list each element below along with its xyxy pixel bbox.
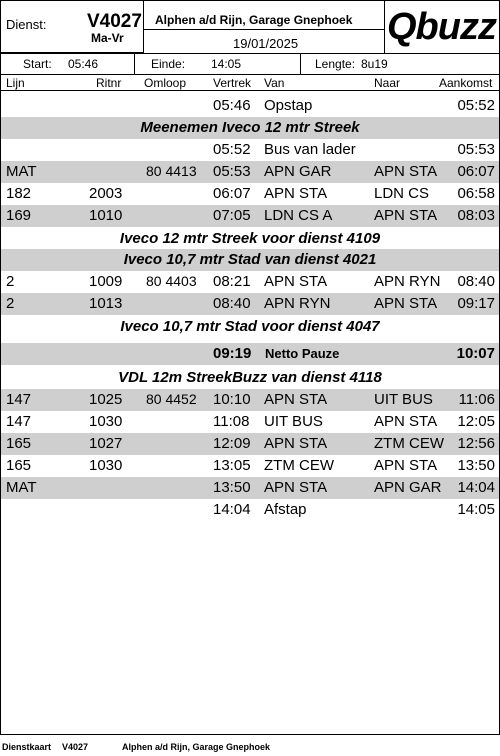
footer-doc-label: Dienstkaart [2,742,52,752]
cell-lijn: 165 [6,435,32,452]
start-divider [134,53,135,74]
cell-ritnr: 1013 [89,295,123,312]
start-label: Start: [23,57,52,71]
cell-aankomst: 08:03 [457,207,495,224]
table-row [1,183,499,205]
section-row: Iveco 10,7 mtr Stad van dienst 4021 [1,249,499,271]
cell-van: APN STA [264,185,328,202]
cell-van: APN STA [264,435,328,452]
cell-lijn: MAT [6,479,37,496]
lengte-value: 8u19 [361,57,388,71]
cell-ritnr: 1009 [89,273,123,290]
cell-vertrek: 08:21 [213,273,251,290]
cell-omloop: 80 4452 [146,391,197,407]
section-row: Meenemen Iveco 12 mtr Streek [1,117,499,139]
einde-label: Einde: [151,57,186,71]
footer-location: Alphen a/d Rijn, Garage Gnephoek [122,742,271,752]
cell-naar: APN STA [374,207,438,224]
cell-naar: APN GAR [374,479,442,496]
table-row [1,271,499,293]
cell-naar: APN STA [374,163,438,180]
cell-naar: APN RYN [374,273,441,290]
cell-van: APN GAR [264,163,332,180]
col-vertrek: Vertrek [213,76,252,90]
footer-dienst: V4027 [62,742,89,752]
cell-naar: APN STA [374,413,438,430]
table-row [1,139,499,161]
cell-aankomst: 14:04 [457,479,495,496]
cell-van: Opstap [264,97,313,114]
cell-vertrek: 13:05 [213,457,251,474]
qbuzz-logo: Qbuzz [387,6,496,48]
cell-omloop: 80 4403 [146,273,197,289]
cell-aankomst: 13:50 [457,457,495,474]
table-row [1,455,499,477]
cell-vertrek: 05:53 [213,163,251,180]
cell-aankomst: 05:52 [457,97,495,114]
cell-vertrek: 06:07 [213,185,251,202]
cell-vertrek: 09:19 [213,345,252,362]
cell-van: Bus van lader [264,141,356,158]
cell-vertrek: 08:40 [213,295,251,312]
cell-aankomst: 10:07 [456,345,495,362]
table-row [1,499,499,521]
col-aankomst: Aankomst [439,76,493,90]
cell-van: Afstap [264,501,307,518]
pause-label: Netto Pauze [265,346,340,361]
col-lijn: Lijn [6,76,25,90]
cell-ritnr: 1010 [89,207,123,224]
cell-vertrek: 05:52 [213,141,251,158]
cell-aankomst: 12:05 [457,413,495,430]
cell-aankomst: 14:05 [457,501,495,518]
cell-van: APN STA [264,273,328,290]
col-ritnr: Ritnr [96,76,122,90]
cell-aankomst: 12:56 [457,435,495,452]
cell-vertrek: 11:08 [213,413,250,430]
cell-aankomst: 08:40 [457,273,495,290]
pause-row [1,343,499,365]
cell-ritnr: 1030 [89,457,123,474]
cell-vertrek: 07:05 [213,207,251,224]
cell-lijn: 2 [6,273,15,290]
cell-ritnr: 1030 [89,413,123,430]
cell-van: APN STA [264,479,328,496]
cell-van: APN STA [264,391,328,408]
cell-aankomst: 09:17 [457,295,495,312]
column-header [1,74,499,91]
table-row [1,477,499,499]
cell-naar: UIT BUS [374,391,433,408]
cell-aankomst: 11:06 [458,391,495,408]
cell-naar: LDN CS [374,185,430,202]
service-date: 19/01/2025 [233,36,299,51]
cell-van: UIT BUS [264,413,323,430]
cell-lijn: MAT [6,163,37,180]
cell-aankomst: 05:53 [457,141,495,158]
table-row [1,293,499,315]
dienst-code: V4027 [87,11,142,32]
cell-aankomst: 06:07 [457,163,495,180]
einde-value: 14:05 [211,57,242,71]
garage-name: Alphen a/d Rijn, Garage Gnephoek [155,13,353,27]
header-divider [1,53,499,54]
cell-lijn: 147 [6,413,32,430]
cell-vertrek: 10:10 [213,391,251,408]
table-row [1,433,499,455]
cell-van: APN RYN [264,295,331,312]
cell-van: ZTM CEW [264,457,334,474]
cell-lijn: 169 [6,207,32,224]
cell-lijn: 147 [6,391,32,408]
einde-divider [300,53,301,74]
cell-vertrek: 14:04 [213,501,251,518]
cell-naar: ZTM CEW [374,435,444,452]
start-value: 05:46 [68,57,99,71]
lengte-label: Lengte: [315,57,356,71]
cell-ritnr: 2003 [89,185,123,202]
cell-ritnr: 1027 [89,435,123,452]
col-omloop: Omloop [144,76,187,90]
cell-ritnr: 1025 [89,391,123,408]
cell-lijn: 2 [6,295,15,312]
cell-lijn: 182 [6,185,32,202]
col-van: Van [264,76,285,90]
cell-omloop: 80 4413 [146,163,197,179]
cell-vertrek: 13:50 [213,479,251,496]
cell-aankomst: 06:58 [457,185,495,202]
cell-naar: APN STA [374,295,438,312]
table-row [1,389,499,411]
dienst-days: Ma-Vr [91,31,124,45]
section-row: Iveco 10,7 mtr Stad voor dienst 4047 [120,318,380,335]
cell-naar: APN STA [374,457,438,474]
dienst-label: Dienst: [6,17,47,32]
card-header [1,1,499,74]
section-row: VDL 12m StreekBuzz van dienst 4118 [118,369,382,386]
table-row [1,411,499,433]
cell-vertrek: 12:09 [213,435,251,452]
cell-lijn: 165 [6,457,32,474]
table-row [1,205,499,227]
section-row: Iveco 12 mtr Streek voor dienst 4109 [119,230,381,247]
table-row [1,95,499,117]
cell-van: LDN CS A [264,207,333,224]
col-naar: Naar [374,76,401,90]
cell-vertrek: 05:46 [213,97,251,114]
table-row [1,161,499,183]
